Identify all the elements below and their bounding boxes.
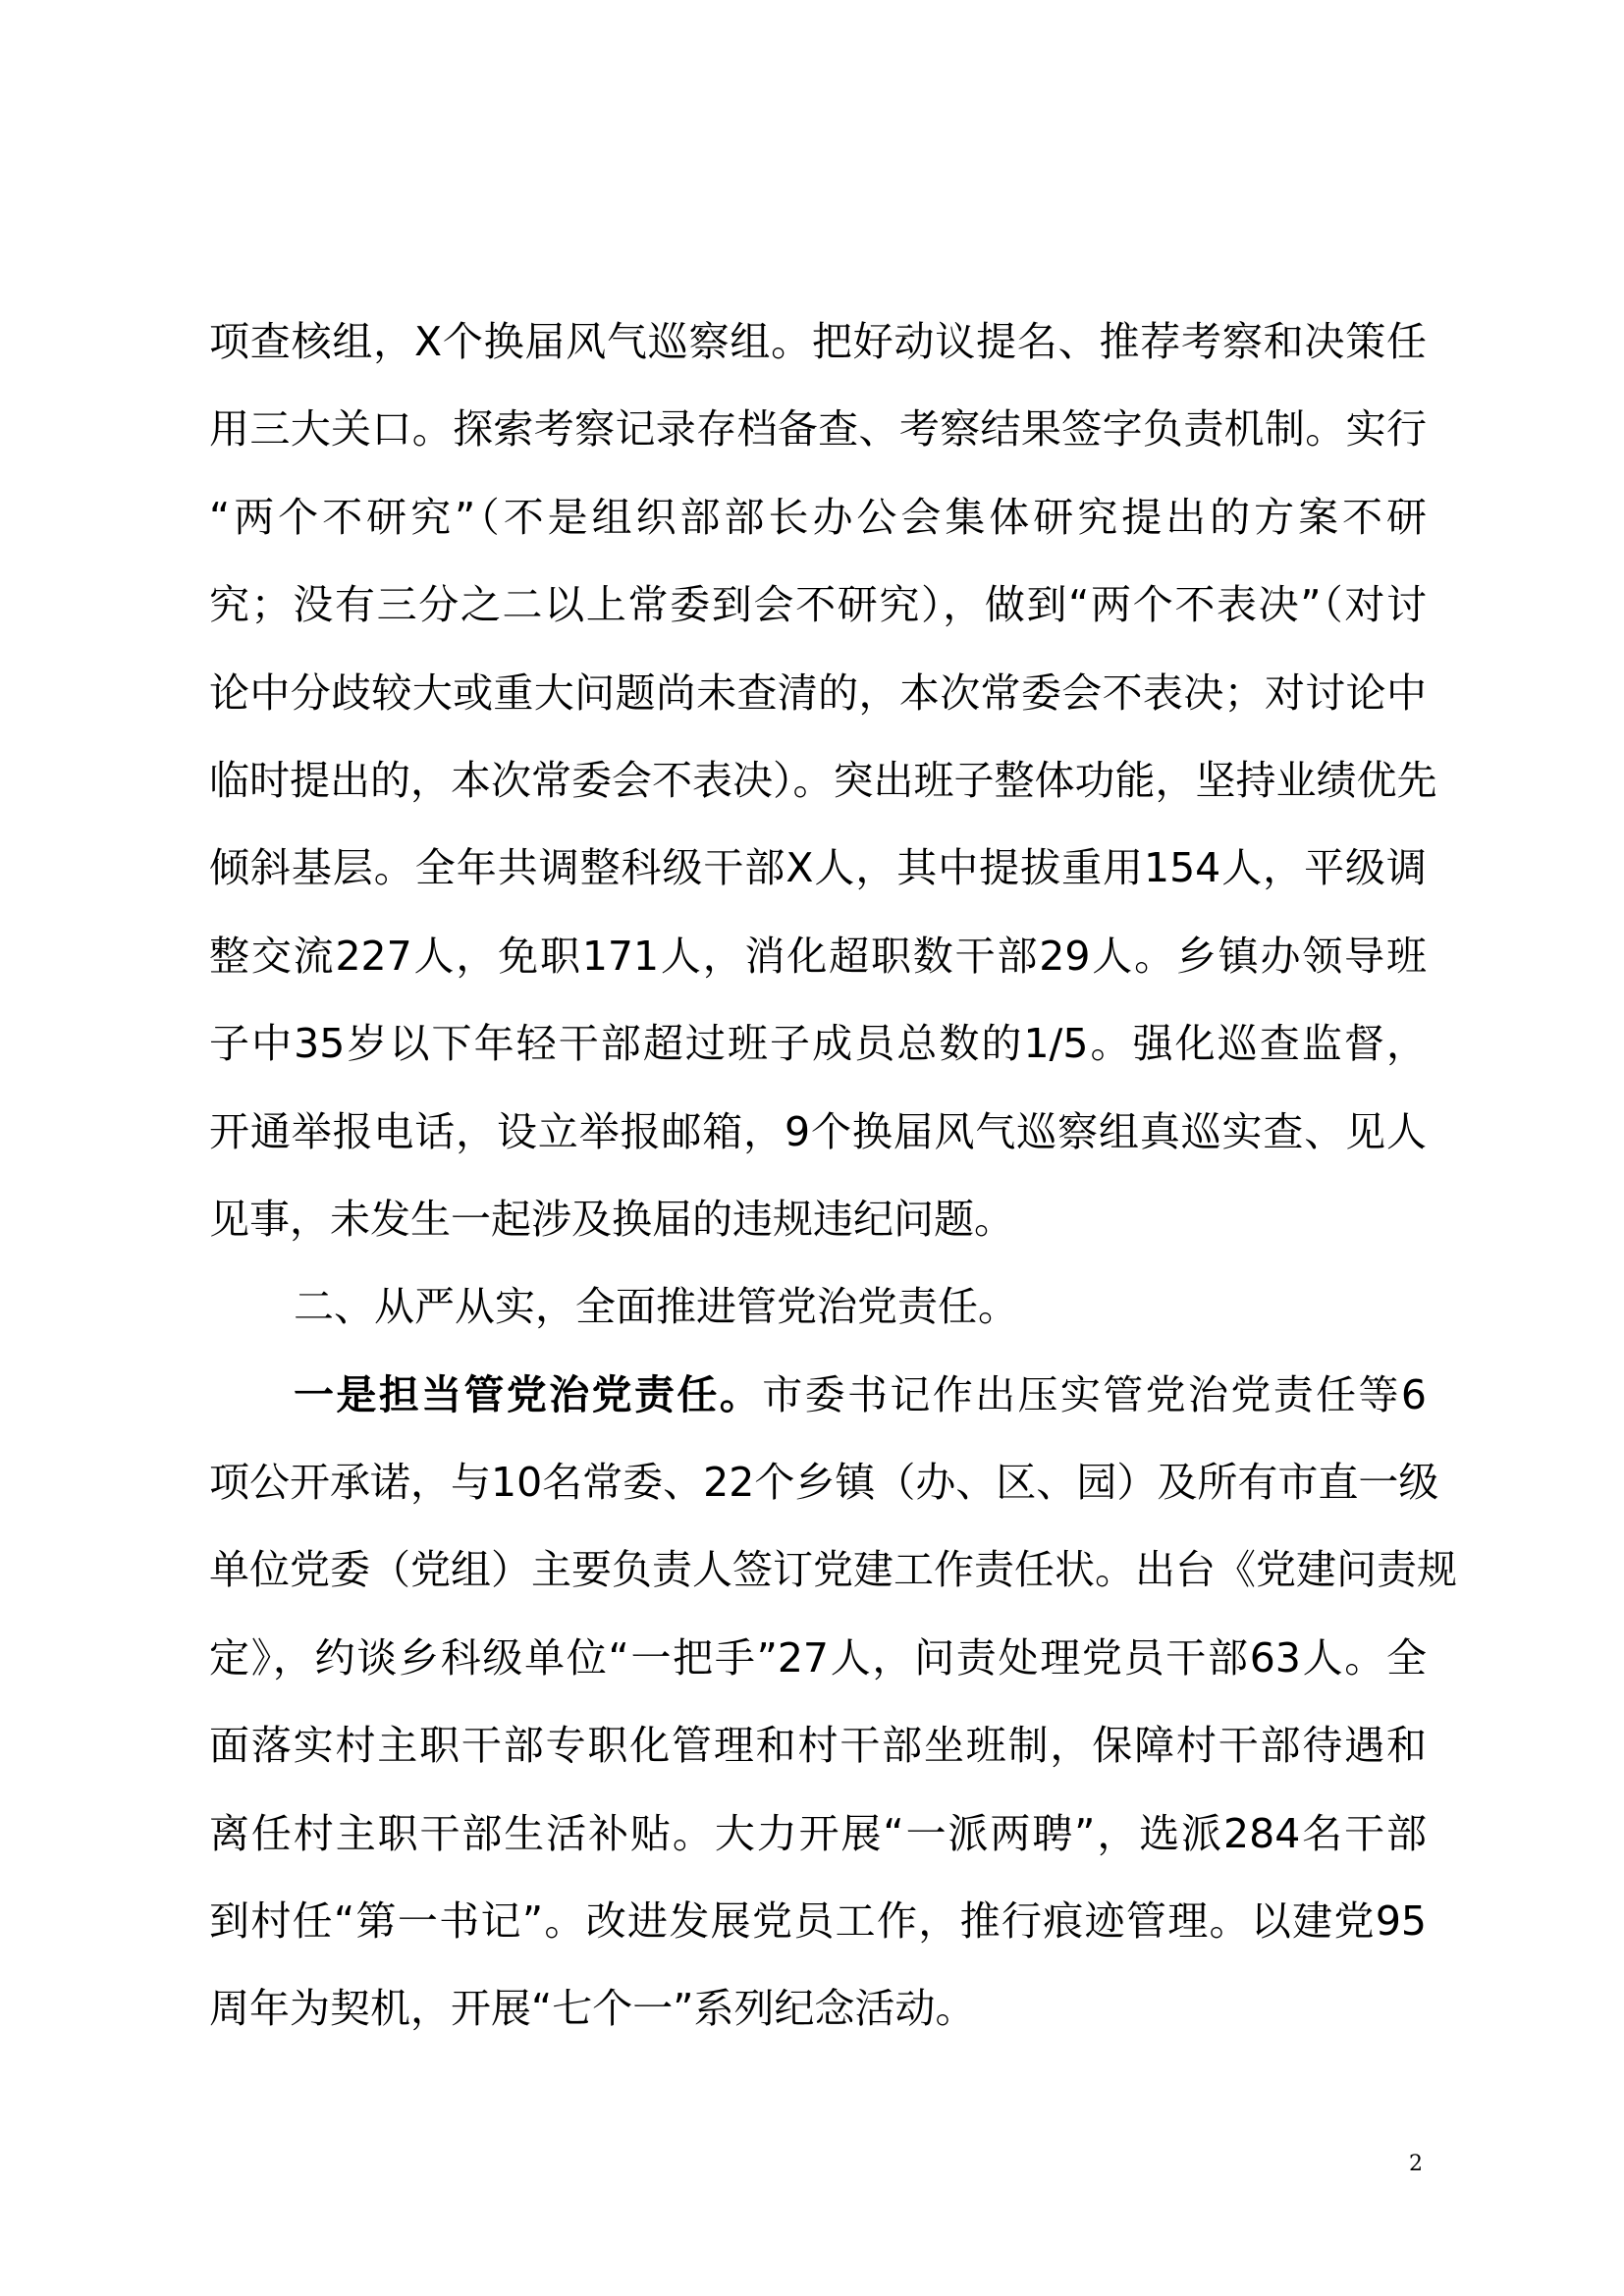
page-number: 2 bbox=[1409, 2152, 1423, 2176]
paragraph-line: 临时提出的，本次常委会不表决）。突出班子整体功能，坚持业绩优先 bbox=[209, 756, 1437, 804]
paragraph-line: 周年为契机，开展“七个一”系列纪念活动。 bbox=[209, 1985, 976, 2033]
paragraph-line: “两个不研究”（不是组织部部长办公会集体研究提出的方案不研 bbox=[209, 493, 1427, 541]
section-heading: 二、从严从实，全面推进管党治党责任。 bbox=[294, 1283, 1018, 1331]
document-body bbox=[209, 298, 1457, 2054]
paragraph-line: 到村任“第一书记”。改进发展党员工作，推行痕迹管理。以建党95 bbox=[209, 1897, 1427, 1946]
paragraph-line: 项查核组，X个换届风气巡察组。把好动议提名、推荐考察和决策任 bbox=[209, 318, 1427, 365]
paragraph-line: 见事，未发生一起涉及换届的违规违纪问题。 bbox=[209, 1195, 1014, 1243]
paragraph-line: 倾斜基层。全年共调整科级干部X人，其中提拔重用154人，平级调 bbox=[209, 844, 1427, 892]
paragraph-line: 整交流227人，免职171人，消化超职数干部29人。乡镇办领导班 bbox=[209, 932, 1427, 980]
paragraph-line: 定》，约谈乡科级单位“一把手”27人，问责处理党员干部63人。全 bbox=[209, 1633, 1427, 1682]
paragraph-line: 子中35岁以下年轻干部超过班子成员总数的1/5。强化巡查监督， bbox=[209, 1020, 1427, 1068]
paragraph-line: 项公开承诺，与10名常委、22个乡镇（办、区、园）及所有市直一级 bbox=[209, 1459, 1439, 1507]
paragraph-line: 单位党委（党组）主要负责人签订党建工作责任状。出台《党建问责规 bbox=[209, 1546, 1457, 1594]
paragraph-line: 开通举报电话，设立举报邮箱，9个换届风气巡察组真巡实查、见人 bbox=[209, 1107, 1427, 1155]
paragraph-first-line-text: 市委书记作出压实管党治党责任等6 bbox=[762, 1370, 1428, 1418]
paragraph-line: 用三大关口。探索考察记录存档备查、考察结果签字负责机制。实行 bbox=[209, 405, 1427, 454]
paragraph-line: 面落实村主职干部专职化管理和村干部坐班制，保障村干部待遇和 bbox=[209, 1722, 1427, 1770]
paragraph-line: 论中分歧较大或重大问题尚未查清的，本次常委会不表决；对讨论中 bbox=[209, 668, 1427, 717]
paragraph-line: 究；没有三分之二以上常委到会不研究），做到“两个不表决”（对讨 bbox=[209, 581, 1427, 629]
paragraph-first-line bbox=[209, 1352, 1427, 1439]
paragraph-line: 离任村主职干部生活补贴。大力开展“一派两聘”，选派284名干部 bbox=[209, 1809, 1427, 1857]
bold-lead-phrase: 一是担当管党治党责任。 bbox=[294, 1370, 763, 1418]
